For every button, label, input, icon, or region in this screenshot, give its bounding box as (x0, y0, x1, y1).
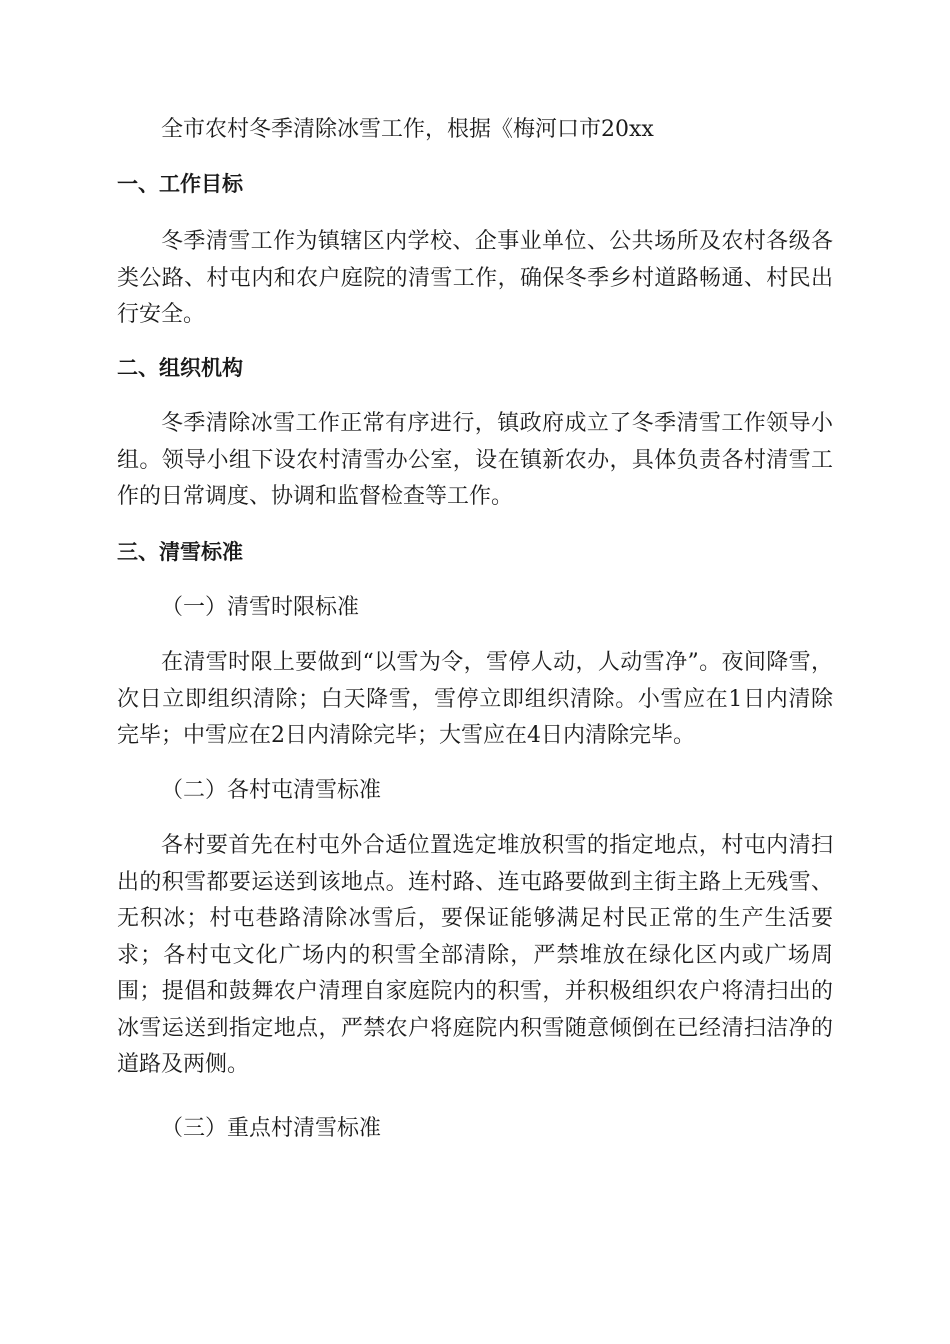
goals-paragraph: 冬季清雪工作为镇辖区内学校、企事业单位、公共场所及农村各级各类公路、村屯内和农户庭院的清雪工作，确保冬季乡村道路畅通、村民出行安全。 (117, 229, 833, 327)
subsection-title-village: （二）各村屯清雪标准 (161, 778, 382, 803)
subsection-title-key-village: （三）重点村清雪标准 (161, 1116, 382, 1141)
subsection-title-time-limit: （一）清雪时限标准 (161, 595, 360, 620)
section-heading-standards: 三、清雪标准 (117, 540, 243, 564)
section-heading-goals: 一、工作目标 (117, 172, 243, 196)
organization-paragraph: 冬季清除冰雪工作正常有序进行，镇政府成立了冬季清雪工作领导小组。领导小组下设农村清雪办公室，设在镇新农办，具体负责各村清雪工作的日常调度、协调和监督检查等工作。 (117, 411, 833, 509)
time-limit-paragraph: 在清雪时限上要做到“以雪为令，雪停人动，人动雪净”。夜间降雪，次日立即组织清除；白天降雪，雪停立即组织清除。小雪应在1日内清除完毕；中雪应在2日内清除完毕；大雪应在4日内清除完毕。 (117, 650, 833, 748)
village-paragraph: 各村要首先在村屯外合适位置选定堆放积雪的指定地点，村屯内清扫出的积雪都要运送到该地点。连村路、连屯路要做到主街主路上无残雪、无积冰；村屯巷路清除冰雪后，要保证能够满足村民正常的生产生活要求；各村屯文化广场内的积雪全部清除，严禁堆放在绿化区内或广场周围；提倡和鼓舞农户清理自家庭院内的积雪，并积极组织农户将清扫出的冰雪运送到指定地点，严禁农户将庭院内积雪随意倾倒在已经清扫洁净的道路及两侧。 (117, 833, 833, 1077)
intro-paragraph: 全市农村冬季清除冰雪工作，根据《梅河口市20xx (161, 117, 654, 142)
section-heading-organization: 二、组织机构 (117, 356, 243, 380)
